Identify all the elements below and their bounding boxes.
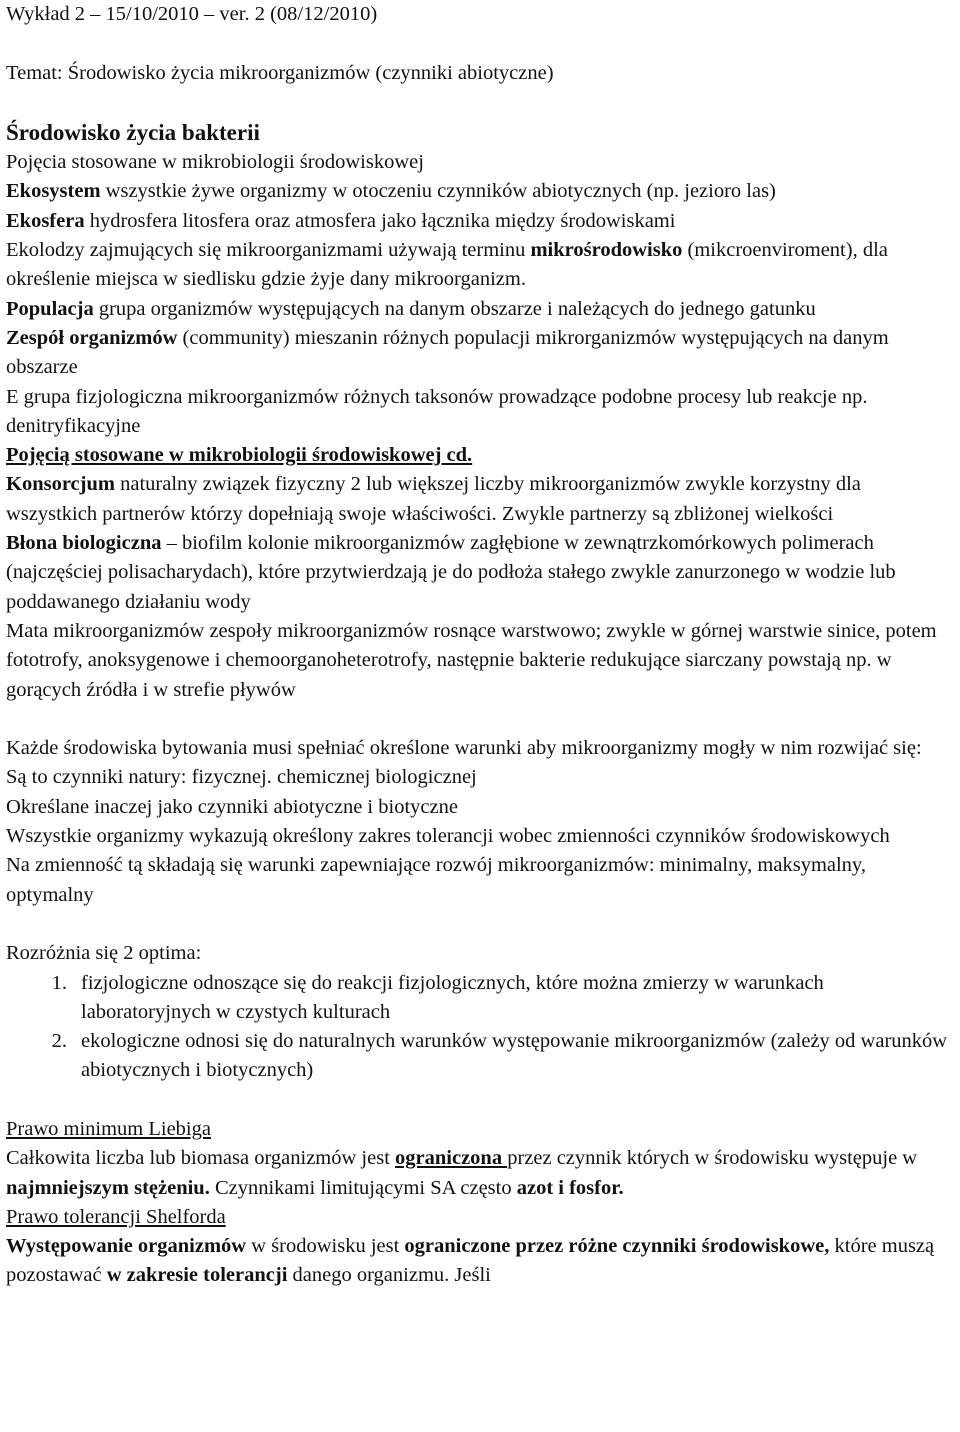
bold-run: ograniczone przez różne czynniki środowiskowe, (404, 1235, 830, 1258)
warunki-paragraph: Określane inaczej jako czynniki abiotyczne i biotyczne (6, 795, 458, 818)
list-text: fizjologiczne odnoszące się do reakcji fizjologicznych, które można zmierzy w warunkach laboratoryjnych w czystych kulturach (81, 971, 824, 1023)
text-run: przez czynnik których w środowisku występuje w (507, 1147, 918, 1170)
bold-run: w zakresie tolerancji (106, 1264, 288, 1287)
definition-zespol (6, 324, 954, 383)
term-populacja: Populacja (6, 297, 94, 320)
term-ekosfera: Ekosfera (6, 209, 85, 232)
term-konsorcjum: Konsorcjum (6, 473, 115, 496)
term-mikrosrodowisko: mikrośrodowisko (530, 239, 683, 262)
definition-text: – biofilm kolonie mikroorganizmów zagłębione w zewnątrzkomórkowych polimerach (najczęściej polisacharydach), które przytwierdzają je do podłoża stałego zwykle zanurzonego w wodzie lub poddawanego działaniu wody (6, 532, 896, 613)
warunki-paragraph: Są to czynniki natury: fizycznej. chemicznej biologicznej (6, 766, 477, 789)
definition-konsorcjum (6, 470, 954, 529)
definition-text: Ekolodzy zajmujących się mikroorganizmami używają terminu (6, 239, 531, 262)
term-zespol: Zespół organizmów (6, 326, 178, 349)
text-run: w środowisku jest (246, 1235, 405, 1258)
section2-title: Pojęcią stosowane w mikrobiologii środowiskowej cd. (6, 444, 473, 467)
warunki-paragraph: Każde środowiska bytowania musi spełniać określone warunki aby mikroorganizmy mogły w nim rozwijać się: (6, 737, 922, 760)
liebig-title: Prawo minimum Liebiga (6, 1117, 211, 1140)
definition-text: wszystkie żywe organizmy w otoczeniu czynników abiotycznych (np. jezioro las) (100, 180, 776, 203)
text-run: danego organizmu. Jeśli (287, 1264, 491, 1287)
definition-populacja (6, 295, 954, 324)
bold-run: ograniczona (395, 1147, 508, 1170)
definition-mikrosrodowisko (6, 236, 954, 295)
list-text: ekologiczne odnosi się do naturalnych warunków występowanie mikroorganizmów (zależy od warunków abiotycznych i biotycznych) (81, 1030, 948, 1082)
lecture-topic: Temat: Środowisko życia mikroorganizmów (czynniki abiotyczne) (6, 61, 554, 84)
bold-run: najmniejszym stężeniu. (6, 1176, 210, 1199)
definition-text: (community) mieszanin różnych populacji mikrorganizmów występujących na danym obszarze (6, 326, 889, 379)
definition-blona (6, 529, 954, 617)
definition-text: hydrosfera litosfera oraz atmosfera jako łącznika między środowiskami (84, 209, 676, 232)
shelford-paragraph (6, 1232, 954, 1291)
list-number: 1. (51, 971, 67, 994)
term-blona: Błona biologiczna (6, 532, 162, 555)
definition-ekosystem (6, 177, 954, 206)
section-subtitle: Pojęcia stosowane w mikrobiologii środowiskowej (6, 151, 424, 174)
term-ekosystem: Ekosystem (6, 180, 101, 203)
list-item (6, 1027, 954, 1086)
optima-list (6, 969, 954, 1086)
bold-run: azot i fosfor. (516, 1176, 624, 1199)
shelford-title: Prawo tolerancji Shelforda (6, 1205, 226, 1228)
definition-text: naturalny związek fizyczny 2 lub większej liczby mikroorganizmów zwykle korzystny dla wszystkich partnerów którzy dopełniają swoje właściwości. Zwykle partnerzy są zbliżonej wielkości (6, 473, 861, 525)
text-run: Czynnikami limitującymi SA często (209, 1176, 517, 1199)
definition-text: (mikcroenviroment), dla określenie miejsca w siedlisku gdzie żyje dany mikroorganizm. (6, 239, 888, 291)
definition-text: grupa organizmów występujących na danym obszarze i należących do jednego gatunku (93, 297, 816, 320)
section-title: Środowisko życia bakterii (6, 120, 260, 146)
definition-ekosfera (6, 207, 954, 236)
text-run: Całkowita liczba lub biomasa organizmów jest (6, 1147, 396, 1170)
bold-run: Występowanie organizmów (6, 1235, 247, 1258)
text-run: które muszą pozostawać (6, 1235, 935, 1287)
liebig-paragraph (6, 1144, 954, 1203)
optima-intro: Rozróżnia się 2 optima: (6, 942, 202, 965)
lecture-header: Wykład 2 – 15/10/2010 – ver. 2 (08/12/2010) (6, 3, 378, 25)
list-number: 2. (51, 1030, 67, 1053)
warunki-paragraph: Wszystkie organizmy wykazują określony zakres tolerancji wobec zmienności czynników środowiskowych (6, 825, 890, 848)
definition-grupa: E grupa fizjologiczna mikroorganizmów różnych taksonów prowadzące podobne procesy lub reakcje np. denitryfikacyjne (6, 385, 868, 437)
warunki-paragraph: Na zmienność tą składają się warunki zapewniające rozwój mikroorganizmów: minimalny, maksymalny, optymalny (6, 854, 866, 906)
definition-mata: Mata mikroorganizmów zespoły mikroorganizmów rosnące warstwowo; zwykle w górnej warstwie sinice, potem fototrofy, anoksygenowe i chemoorganoheterotrofy, następnie bakterie redukujące siarczany powstają np. w gorących źródła i w strefie pływów (6, 619, 937, 701)
list-item (6, 969, 954, 1028)
